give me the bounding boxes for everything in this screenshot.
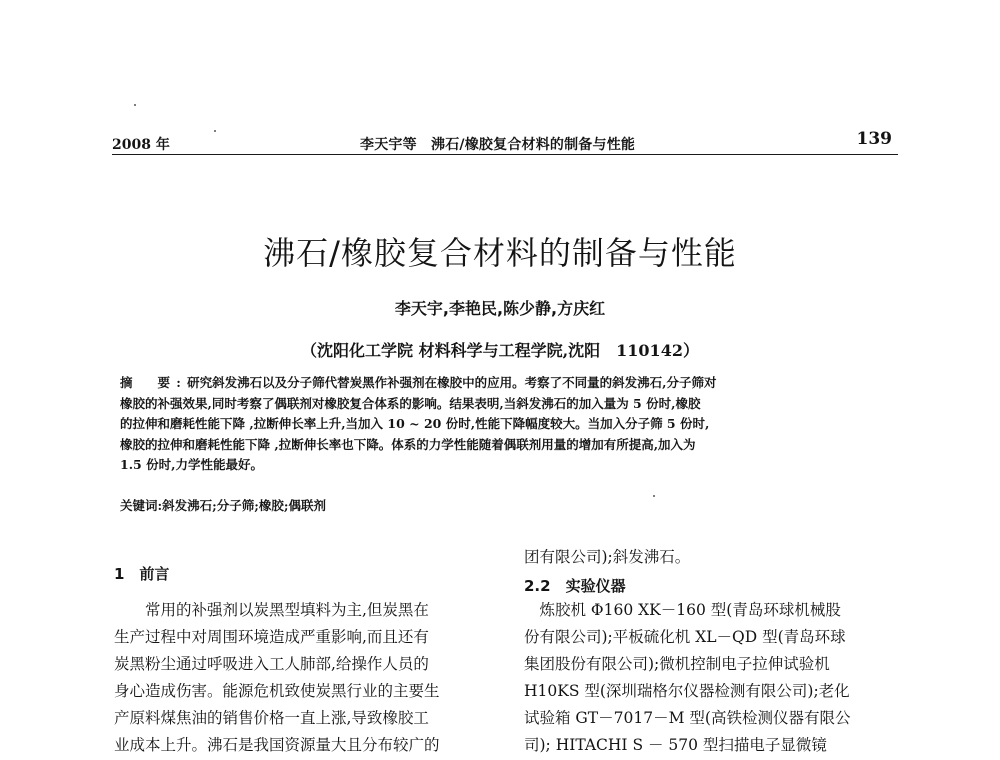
- right-column-body: [524, 597, 900, 759]
- header-page-number: 139: [856, 129, 892, 149]
- body-line: 炼胶机 Φ160 XK－160 型(青岛环球机械股: [539, 601, 841, 619]
- paper-title: 沸石/橡胶复合材料的制备与性能: [263, 234, 737, 272]
- scan-speck: [134, 104, 136, 106]
- body-line: 生产过程中对周围环境造成严重影响,而且还有: [114, 628, 429, 646]
- abstract-line: [120, 373, 890, 394]
- scan-speck: [653, 495, 655, 497]
- right-column-continued: [524, 544, 900, 571]
- body-line: 集团股份有限公司);微机控制电子拉伸试验机: [524, 655, 830, 673]
- header-running-title: 李天宇等 沸石/橡胶复合材料的制备与性能: [360, 137, 636, 153]
- abstract-block: [120, 373, 890, 476]
- abstract-line: 的拉伸和磨耗性能下降 ,拉断伸长率上升,当加入 10 ~ 20 份时,性能下降幅度较大。当加入分子筛 5 份时,: [120, 416, 710, 432]
- keywords-text: 斜发沸石;分子筛;橡胶;偶联剂: [162, 498, 326, 513]
- paper-authors: 李天宇,李艳民,陈少静,方庆红: [394, 299, 606, 318]
- abstract-line: 1.5 份时,力学性能最好。: [120, 457, 263, 473]
- body-line: 炭黑粉尘通过呼吸进入工人肺部,给操作人员的: [114, 655, 429, 673]
- paper-affiliation: （沈阳化工学院 材料科学与工程学院,沈阳 110142）: [301, 341, 699, 360]
- body-line: 产原料煤焦油的销售价格一直上涨,导致橡胶工: [114, 709, 429, 727]
- body-line: 业成本上升。沸石是我国资源量大且分布较广的: [114, 736, 440, 754]
- abstract-label: 摘 要:: [120, 375, 188, 390]
- left-column-body: [114, 597, 490, 759]
- running-header: [112, 128, 898, 155]
- keywords-block: [120, 496, 326, 514]
- section-heading-introduction: 1 前言: [114, 565, 170, 583]
- header-year: 2008 年: [112, 137, 170, 153]
- section-heading-instruments: 2.2 实验仪器: [524, 577, 626, 595]
- body-line: H10KS 型(深圳瑞格尔仪器检测有限公司);老化: [524, 682, 850, 700]
- body-line: 团有限公司);斜发沸石。: [524, 548, 691, 566]
- abstract-line: 橡胶的拉伸和磨耗性能下降 ,拉断伸长率也下降。体系的力学性能随着偶联剂用量的增加有所提高,加入为: [120, 436, 696, 452]
- body-line: 份有限公司);平板硫化机 XL－QD 型(青岛环球: [524, 628, 846, 646]
- body-line: 试验箱 GT－7017－M 型(高铁检测仪器有限公: [524, 709, 851, 727]
- body-line: 司); HITACHI S － 570 型扫描电子显微镜: [524, 736, 827, 754]
- keywords-label: 关键词:: [120, 498, 163, 513]
- body-line: 常用的补强剂以炭黑型填料为主,但炭黑在: [145, 601, 429, 619]
- body-line: 身心造成伤害。能源危机致使炭黑行业的主要生: [114, 682, 440, 700]
- abstract-line: 橡胶的补强效果,同时考察了偶联剂对橡胶复合体系的影响。结果表明,当斜发沸石的加入量为 5 份时,橡胶: [120, 395, 701, 411]
- abstract-line-text: 研究斜发沸石以及分子筛代替炭黑作补强剂在橡胶中的应用。考察了不同量的斜发沸石,分子筛对: [187, 375, 717, 390]
